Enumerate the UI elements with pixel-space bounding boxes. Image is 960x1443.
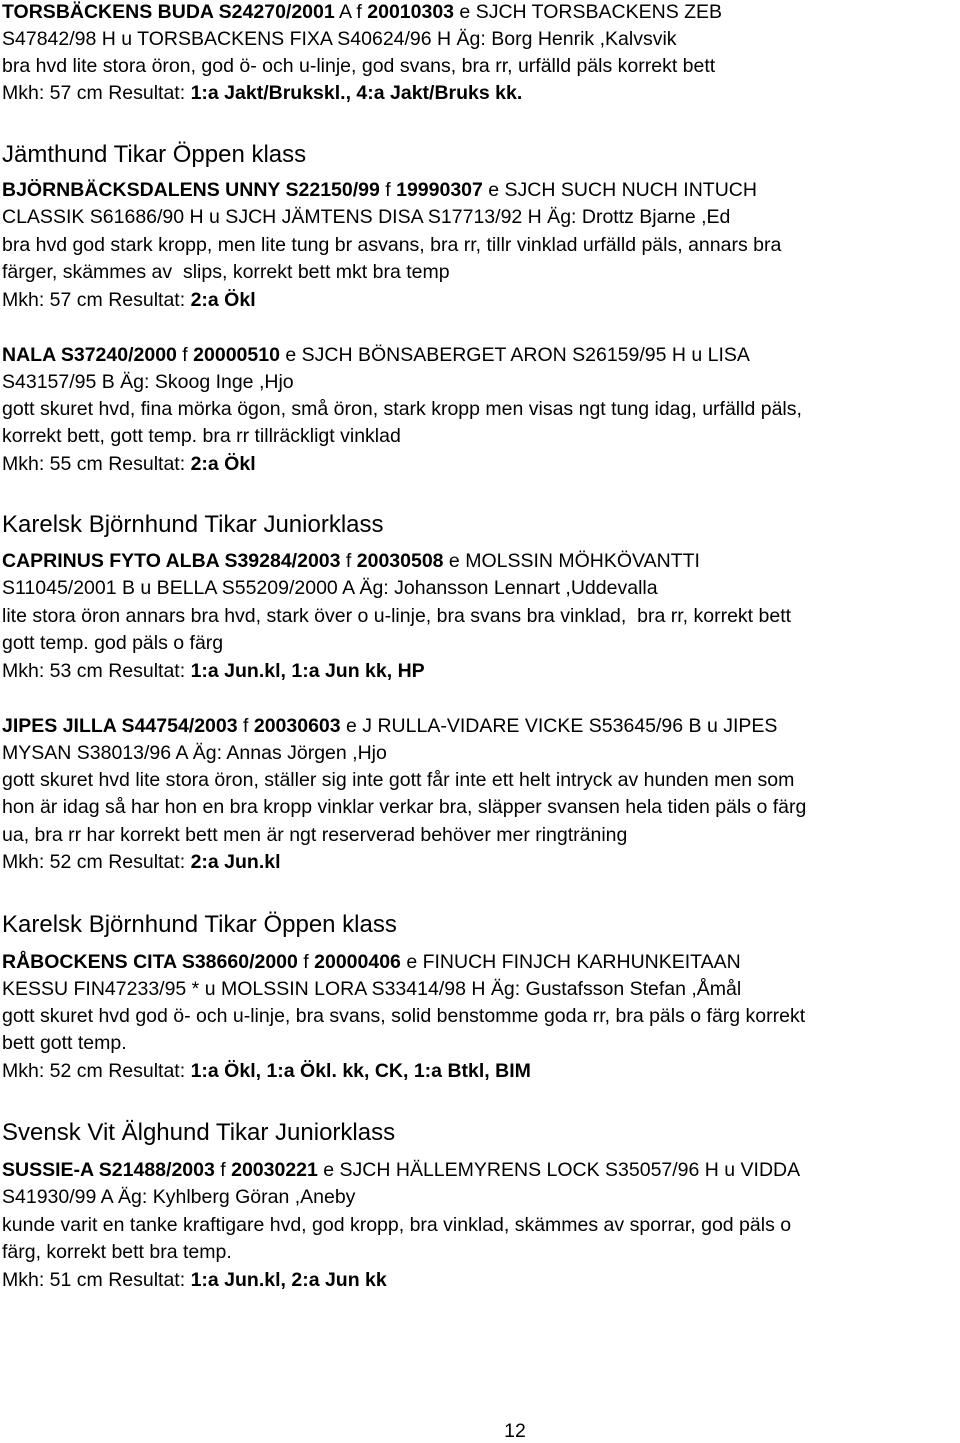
entry-line: JIPES JILLA S44754/2003 f 20030603 e J RULLA-VIDARE VICKE S53645/96 B u JIPES bbox=[2, 715, 778, 737]
entry-line: TORSBÄCKENS BUDA S24270/2001 A f 20010303 e SJCH TORSBACKENS ZEB bbox=[2, 1, 723, 23]
entry-desc: bra hvd lite stora öron, god ö- och u-linje, god svans, bra rr, urfälld päls korrekt bett bbox=[2, 55, 716, 77]
entry-desc: kunde varit en tanke kraftigare hvd, god kropp, bra vinklad, skämmes av sporrar, god päls o bbox=[2, 1214, 792, 1236]
entry-result: Mkh: 57 cm Resultat: 2:a Ökl bbox=[2, 289, 256, 311]
section-heading: Jämthund Tikar Öppen klass bbox=[2, 141, 307, 168]
entry-line: KESSU FIN47233/95 * u MOLSSIN LORA S33414/98 H Äg: Gustafsson Stefan ,Åmål bbox=[2, 978, 742, 1000]
entry-result: Mkh: 52 cm Resultat: 1:a Ökl, 1:a Ökl. kk, CK, 1:a Btkl, BIM bbox=[2, 1060, 531, 1082]
entry-line: MYSAN S38013/96 A Äg: Annas Jörgen ,Hjo bbox=[2, 742, 387, 764]
entry-desc: gott skuret hvd, fina mörka ögon, små öron, stark kropp men visas ngt tung idag, urfälld päls, bbox=[2, 398, 802, 420]
entry-result: Mkh: 57 cm Resultat: 1:a Jakt/Brukskl., 4:a Jakt/Bruks kk. bbox=[2, 82, 523, 104]
entry-result: Mkh: 55 cm Resultat: 2:a Ökl bbox=[2, 453, 256, 475]
section-heading: Karelsk Björnhund Tikar Öppen klass bbox=[2, 911, 397, 938]
entry-line: SUSSIE-A S21488/2003 f 20030221 e SJCH HÄLLEMYRENS LOCK S35057/96 H u VIDDA bbox=[2, 1159, 801, 1181]
entry-line: CAPRINUS FYTO ALBA S39284/2003 f 20030508 e MOLSSIN MÖHKÖVANTTI bbox=[2, 550, 700, 572]
entry-desc: ua, bra rr har korrekt bett men är ngt reserverad behöver mer ringträning bbox=[2, 824, 628, 846]
entry-result: Mkh: 53 cm Resultat: 1:a Jun.kl, 1:a Jun kk, HP bbox=[2, 660, 425, 682]
entry-line: S41930/99 A Äg: Kyhlberg Göran ,Aneby bbox=[2, 1186, 356, 1208]
entry-line: S11045/2001 B u BELLA S55209/2000 A Äg: Johansson Lennart ,Uddevalla bbox=[2, 577, 658, 599]
entry-line: RÅBOCKENS CITA S38660/2000 f 20000406 e FINUCH FINJCH KARHUNKEITAAN bbox=[2, 951, 741, 973]
entry-line: NALA S37240/2000 f 20000510 e SJCH BÖNSABERGET ARON S26159/95 H u LISA bbox=[2, 344, 750, 366]
entry-desc: gott temp. god päls o färg bbox=[2, 632, 224, 654]
entry-desc: färg, korrekt bett bra temp. bbox=[2, 1241, 232, 1263]
entry-line: S43157/95 B Äg: Skoog Inge ,Hjo bbox=[2, 371, 294, 393]
entry-desc: korrekt bett, gott temp. bra rr tillräckligt vinklad bbox=[2, 425, 401, 447]
entry-result: Mkh: 51 cm Resultat: 1:a Jun.kl, 2:a Jun kk bbox=[2, 1269, 387, 1291]
entry-desc: bra hvd god stark kropp, men lite tung br asvans, bra rr, tillr vinklad urfälld päls, annars bra bbox=[2, 234, 782, 256]
entry-desc: lite stora öron annars bra hvd, stark över o u-linje, bra svans bra vinklad, bra rr, korrekt bett bbox=[2, 605, 792, 627]
page-number: 12 bbox=[504, 1420, 526, 1442]
entry-desc: gott skuret hvd lite stora öron, ställer sig inte gott får inte ett helt intryck av hunden men som bbox=[2, 769, 795, 791]
section-heading: Svensk Vit Älghund Tikar Juniorklass bbox=[2, 1119, 396, 1146]
entry-desc: gott skuret hvd god ö- och u-linje, bra svans, solid benstomme goda rr, bra päls o färg korrekt bbox=[2, 1005, 806, 1027]
entry-desc: färger, skämmes av slips, korrekt bett mkt bra temp bbox=[2, 261, 450, 283]
entry-desc: hon är idag så har hon en bra kropp vinklar verkar bra, släpper svansen hela tiden päls o färg bbox=[2, 796, 807, 818]
entry-result: Mkh: 52 cm Resultat: 2:a Jun.kl bbox=[2, 851, 281, 873]
section-heading: Karelsk Björnhund Tikar Juniorklass bbox=[2, 511, 384, 538]
entry-line: BJÖRNBÄCKSDALENS UNNY S22150/99 f 19990307 e SJCH SUCH NUCH INTUCH bbox=[2, 179, 757, 201]
entry-line: S47842/98 H u TORSBACKENS FIXA S40624/96 H Äg: Borg Henrik ,Kalvsvik bbox=[2, 28, 677, 50]
entry-line: CLASSIK S61686/90 H u SJCH JÄMTENS DISA S17713/92 H Äg: Drottz Bjarne ,Ed bbox=[2, 206, 731, 228]
entry-desc: bett gott temp. bbox=[2, 1032, 127, 1054]
